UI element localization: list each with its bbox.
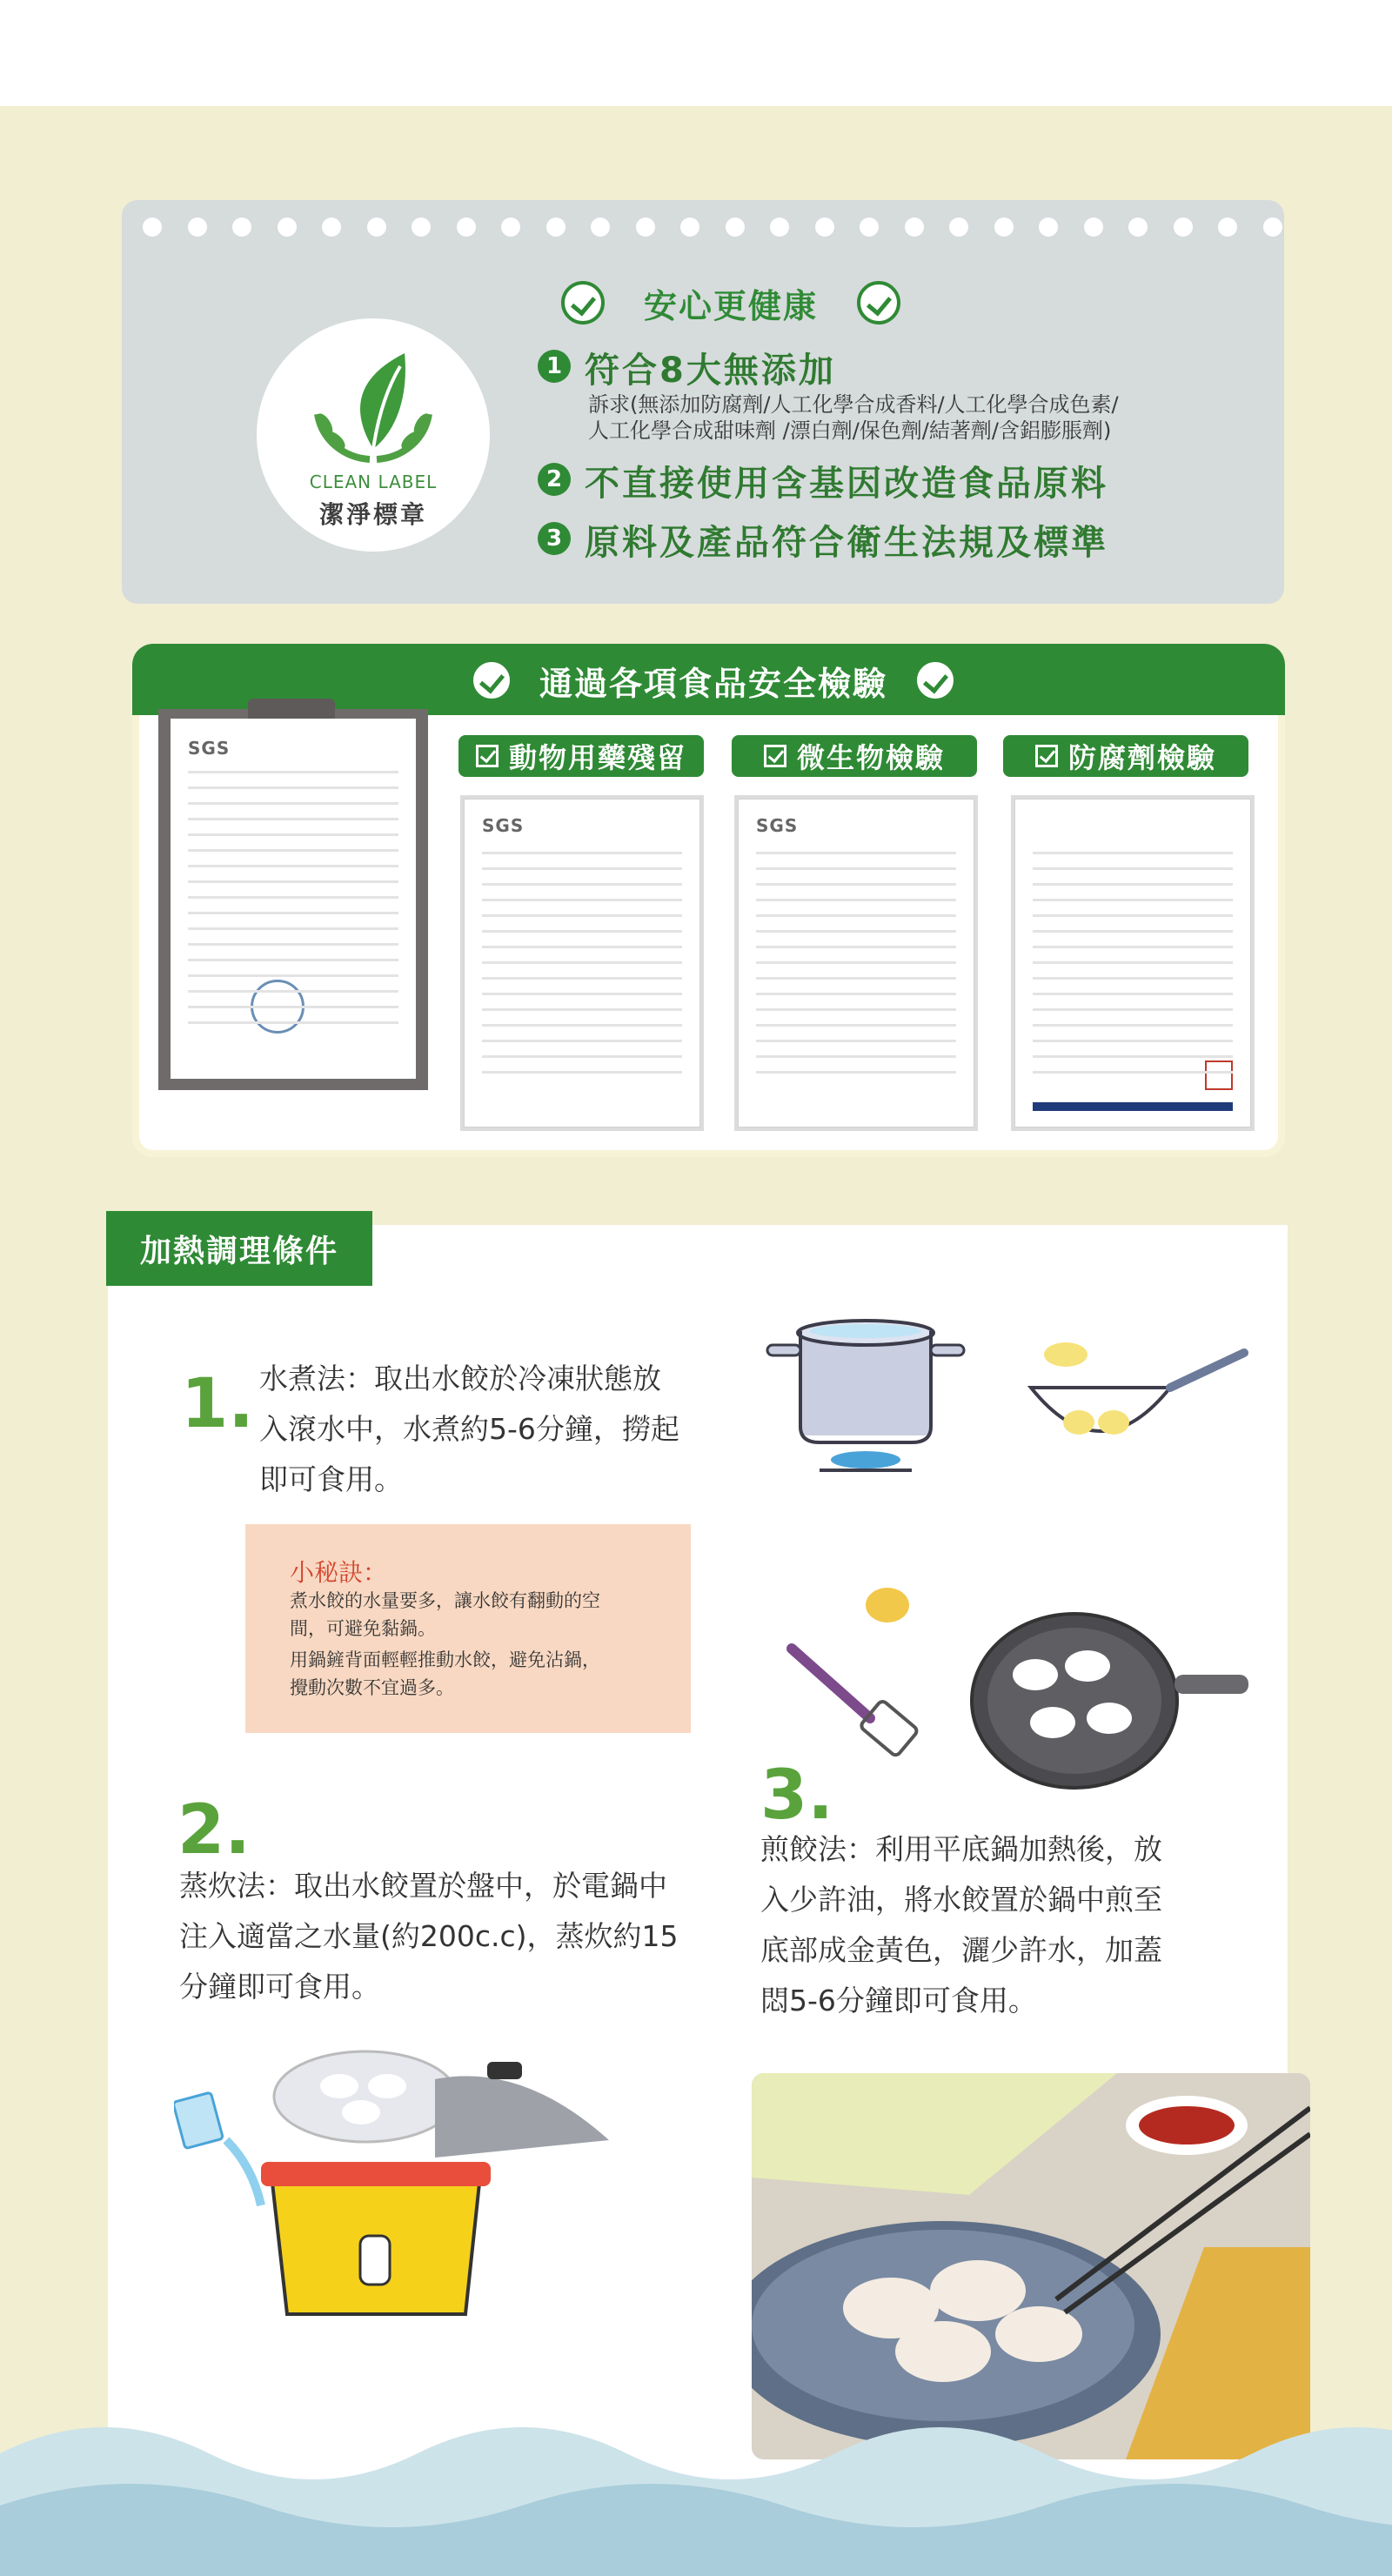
document-line: [756, 1055, 956, 1058]
border-dot: [905, 217, 924, 237]
step-1-text: [259, 1354, 679, 1505]
document-line: [188, 943, 398, 946]
step-3-line-1: 煎餃法：利用平底鍋加熱後，放: [760, 1832, 1162, 1866]
document-line: [188, 1021, 398, 1024]
document-line: [756, 867, 956, 870]
item-1-sub-line-2: 人工化學合成甜味劑 /漂白劑/保色劑/結著劑/含鋁膨脹劑): [588, 418, 1112, 443]
document-line: [1033, 883, 1233, 886]
document-line: [756, 852, 956, 854]
document-line: [1033, 1040, 1233, 1042]
step-3-number: 3.: [760, 1756, 833, 1835]
document-line: [482, 883, 682, 886]
document-line: [1033, 930, 1233, 933]
border-dot: [680, 217, 699, 237]
item-3-title: 原料及產品符合衛生法規及標準: [585, 523, 1108, 563]
border-dot: [1263, 217, 1282, 237]
tag-label: 防腐劑檢驗: [1067, 741, 1216, 774]
badge-english: CLEAN LABEL: [309, 472, 438, 492]
checkbox-icon: [476, 745, 499, 767]
item-2-title: 不直接使用含基因改造食品原料: [585, 464, 1108, 504]
sgs-logo: SGS: [482, 815, 525, 836]
border-dot: [726, 217, 745, 237]
document-line: [188, 849, 398, 852]
tag-microbial: [732, 735, 977, 777]
check-circle-icon: [561, 281, 605, 325]
document-line: [188, 974, 398, 977]
document-line: [1033, 993, 1233, 995]
step-1-number: 1.: [181, 1365, 254, 1443]
document-line: [482, 1008, 682, 1011]
document-line: [188, 959, 398, 961]
border-dot: [501, 217, 520, 237]
document-line: [482, 993, 682, 995]
border-dot: [1128, 217, 1148, 237]
check-circle-icon: [857, 281, 900, 325]
boiling-pot-icon: [759, 1305, 976, 1488]
document-line: [188, 880, 398, 883]
document-line: [188, 912, 398, 914]
document-line: [1033, 1008, 1233, 1011]
border-dot: [1174, 217, 1193, 237]
step-2-line-1: 蒸炊法：取出水餃置於盤中，於電鍋中: [179, 1869, 667, 1903]
tag-label: 動物用藥殘留: [508, 741, 686, 774]
checkbox-icon: [764, 745, 786, 767]
tag-label: 微生物檢驗: [796, 741, 945, 774]
number-badge-3: 3: [538, 522, 571, 555]
document-line: [482, 1055, 682, 1058]
inspection-heading-text: 通過各項食品安全檢驗: [539, 664, 887, 703]
tag-preservative: [1003, 735, 1248, 777]
border-dot: [188, 217, 207, 237]
border-dot: [770, 217, 789, 237]
document-line: [756, 899, 956, 901]
border-dot: [143, 217, 162, 237]
report-footer-bar: [1033, 1102, 1233, 1111]
document-line: [482, 899, 682, 901]
tip-line-2: 間，可避免黏鍋。: [290, 1618, 436, 1639]
checkbox-icon: [1035, 745, 1058, 767]
health-heading: [561, 277, 900, 329]
check-circle-icon: [914, 659, 957, 702]
document-line: [188, 927, 398, 930]
document-line: [482, 1024, 682, 1027]
step-3-text: [760, 1824, 1162, 2026]
document-line: [1033, 977, 1233, 980]
tip-line-4: 攪動次數不宜過多。: [290, 1677, 454, 1698]
document-line: [482, 946, 682, 948]
document-line: [756, 977, 956, 980]
cooking-label: 加熱調理條件: [106, 1211, 372, 1286]
step-1-line-3: 即可食用。: [259, 1462, 403, 1496]
document-line: [482, 1040, 682, 1042]
wave-decoration: [0, 2401, 1392, 2576]
document-line: [188, 833, 398, 836]
frying-pan-icon: [783, 1579, 1253, 1797]
report-seal-icon: [1205, 1061, 1233, 1090]
document-line: [756, 1040, 956, 1042]
step-2-line-2: 注入適當之水量(約200c.c)，蒸炊約15: [179, 1919, 679, 1953]
health-heading-text: 安心更健康: [643, 286, 818, 325]
document-line: [1033, 852, 1233, 854]
document-line: [188, 771, 398, 773]
step-1-line-2: 入滾水中，水煮約5-6分鐘，撈起: [259, 1412, 679, 1446]
document-line: [482, 1071, 682, 1074]
border-dot: [636, 217, 655, 237]
rice-cooker-icon: [174, 2044, 626, 2340]
document-line: [482, 852, 682, 854]
badge-chinese: 潔淨標章: [318, 500, 427, 529]
document-line: [482, 961, 682, 964]
document-line: [1033, 914, 1233, 917]
step-2-line-3: 分鐘即可食用。: [179, 1970, 380, 2004]
step-3-line-2: 入少許油，將水餃置於鍋中煎至: [760, 1883, 1162, 1917]
step-3-line-3: 底部成金黃色，灑少許水，加蓋: [760, 1933, 1162, 1967]
border-dot: [412, 217, 431, 237]
document-line: [756, 961, 956, 964]
border-dot: [232, 217, 251, 237]
border-dot: [278, 217, 297, 237]
report-document-2: [738, 799, 974, 1127]
sgs-logo: SGS: [756, 815, 799, 836]
border-dot: [546, 217, 566, 237]
document-line: [756, 1071, 956, 1074]
tip-line-1: 煮水餃的水量要多，讓水餃有翻動的空: [290, 1590, 600, 1611]
border-dot: [815, 217, 834, 237]
border-dot: [860, 217, 879, 237]
document-line: [756, 914, 956, 917]
border-dot: [1084, 217, 1103, 237]
top-margin: [0, 0, 1392, 106]
border-dot: [457, 217, 476, 237]
border-dot: [949, 217, 968, 237]
step-2-number: 2.: [177, 1791, 251, 1870]
document-line: [1033, 1024, 1233, 1027]
step-2-text: [179, 1861, 679, 2012]
document-line: [188, 802, 398, 805]
report-document-1: [464, 799, 700, 1127]
clean-label-badge: [257, 318, 490, 552]
check-circle-icon: [470, 659, 513, 702]
border-dot: [1218, 217, 1237, 237]
document-line: [188, 990, 398, 993]
border-dot: [994, 217, 1014, 237]
strainer-icon: [1027, 1335, 1262, 1466]
document-line: [756, 930, 956, 933]
step-3-line-4: 悶5-6分鐘即可食用。: [760, 1984, 1037, 2017]
document-line: [482, 914, 682, 917]
number-badge-1: 1: [538, 350, 571, 383]
border-dot: [1039, 217, 1058, 237]
document-line: [1033, 899, 1233, 901]
document-line: [1033, 946, 1233, 948]
document-line: [482, 977, 682, 980]
border-dot: [591, 217, 610, 237]
document-line: [188, 896, 398, 899]
inspection-heading: [470, 654, 957, 706]
document-line: [188, 1006, 398, 1008]
document-line: [188, 865, 398, 867]
item-1-sub-line-1: 訴求(無添加防腐劑/人工化學合成香料/人工化學合成色素/: [588, 392, 1119, 417]
document-line: [756, 993, 956, 995]
document-line: [482, 930, 682, 933]
document-line: [188, 818, 398, 820]
document-line: [1033, 867, 1233, 870]
sgs-logo: SGS: [188, 738, 231, 759]
tip-line-3: 用鍋鏟背面輕輕推動水餃，避免沾鍋，: [290, 1649, 600, 1670]
document-line: [1033, 961, 1233, 964]
document-line: [756, 883, 956, 886]
number-badge-2: 2: [538, 463, 571, 496]
document-line: [756, 1024, 956, 1027]
document-line: [482, 867, 682, 870]
document-line: [188, 786, 398, 789]
document-line: [1033, 1055, 1233, 1058]
step-1-line-1: 水煮法：取出水餃於冷凍狀態放: [259, 1362, 661, 1395]
border-dot: [367, 217, 386, 237]
document-line: [756, 946, 956, 948]
border-dot: [322, 217, 341, 237]
tip-title: 小秘訣：: [290, 1558, 388, 1587]
document-line: [1033, 1071, 1233, 1074]
leaf-icon: [257, 318, 490, 475]
item-1-title: 符合8大無添加: [585, 351, 836, 391]
tag-veterinary-drug: [458, 735, 704, 777]
sgs-report-document: [171, 719, 416, 1079]
document-line: [756, 1008, 956, 1011]
report-document-3: [1014, 799, 1251, 1127]
